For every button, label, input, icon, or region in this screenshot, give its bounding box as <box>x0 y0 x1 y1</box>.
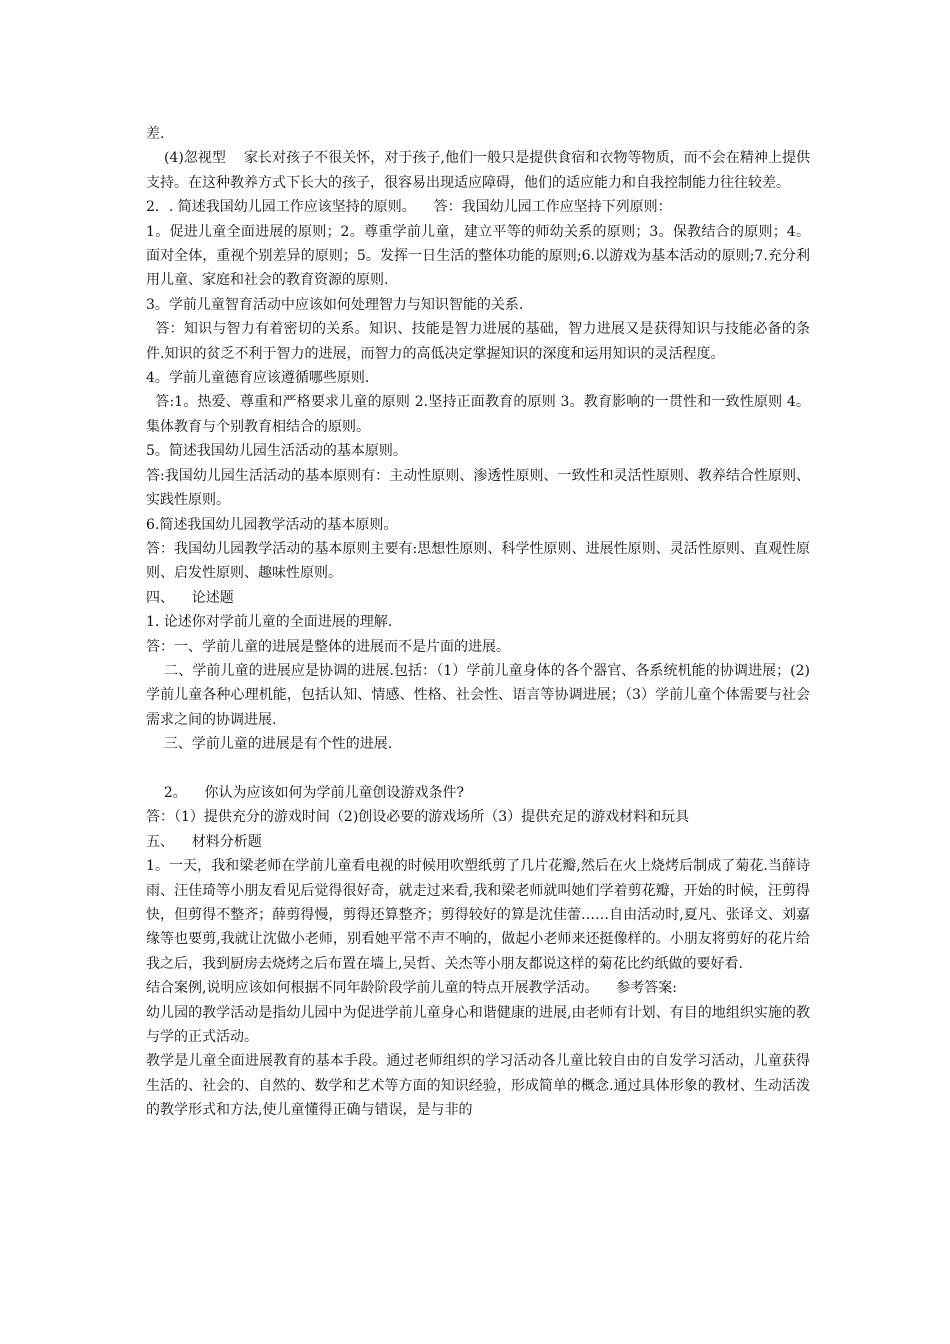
paragraph-25: 教学是儿童全面进展教育的基本手段。通过老师组织的学习活动各儿童比较自由的自发学习活动，儿童获得生活的、社会的、自然的、数学和艺术等方面的知识经验，形成简单的概念.通过具体形象的教材、生动活泼的教学形式和方法,使儿童懂得正确与错误，是与非的 <box>146 1053 810 1119</box>
paragraph-19: 2。 你认为应该如何为学前儿童创设游戏条件? <box>146 784 465 801</box>
paragraph-22: 1。一天，我和梁老师在学前儿童看电视的时候用吹塑纸剪了几片花瓣,然后在火上烧烤后制成了菊花.当薛诗雨、汪佳琦等小朋友看见后觉得很好奇，就走过来看,我和梁老师就叫她们学着剪花瓣，开始的时候，汪剪得快，但剪得不整齐；薛剪得慢，剪得还算整齐；剪得较好的算是沈佳蕾……自由活动时,夏凡、张译文、刘嘉缘等也要剪,我就让沈做小老师，别看她平常不声不响的，做起小老师来还挺像样的。小朋友将剪好的花片给我之后，我到厨房去烧烤之后布置在墙上,吴哲、关杰等小朋友都说这样的菊花比约纸做的要好看. <box>146 858 810 972</box>
paragraph-7: 4。学前儿童德育应该遵循哪些原则. <box>146 370 370 387</box>
paragraph-14: 1. 论述你对学前儿童的全面进展的理解. <box>146 614 393 631</box>
section-heading-5: 五、 材料分析题 <box>146 833 262 850</box>
paragraph-2: (4)忽视型 家长对孩子不很关怀，对于孩子,他们一般只是提供食宿和衣物等物质，而不会在精神上提供支持。在这种教养方式下长大的孩子，很容易出现适应障碍，他们的适应能力和自我控制能力往往较差。 <box>146 150 810 191</box>
paragraph-15: 答：一、学前儿童的进展是整体的进展而不是片面的进展。 <box>146 638 510 655</box>
paragraph-23: 结合案例,说明应该如何根据不同年龄阶段学前儿童的特点开展教学活动。 参考答案: <box>146 980 677 997</box>
paragraph-1: 差. <box>146 126 165 142</box>
paragraph-11: 6.简述我国幼儿园教学活动的基本原则。 <box>146 516 398 533</box>
paragraph-16: 二、学前儿童的进展应是协调的进展.包括：（1）学前儿童身体的各个器官、各系统机能的协调进展；(2)学前儿童各种心理机能，包括认知、情感、性格、社会性、语言等协调进展；（3）学前儿童个体需要与社会需求之间的协调进展. <box>146 662 810 728</box>
paragraph-17: 三、学前儿童的进展是有个性的进展. <box>146 736 393 753</box>
section-heading-4: 四、 论述题 <box>146 589 234 606</box>
blank-line <box>146 757 810 781</box>
paragraph-6: 答：知识与智力有着密切的关系。知识、技能是智力进展的基础，智力进展又是获得知识与技能必备的条件.知识的贫乏不利于智力的进展，而智力的高低决定掌握知识的深度和运用知识的灵活程度。 <box>146 321 810 362</box>
paragraph-8: 答:1。热爱、尊重和严格要求儿童的原则 2.坚持正面教育的原则 3。教育影响的一贯性和一致性原则 4。集体教育与个别教育相结合的原则。 <box>146 394 810 435</box>
paragraph-10: 答:我国幼儿园生活活动的基本原则有：主动性原则、渗透性原则、一致性和灵活性原则、教养结合性原则、实践性原则。 <box>146 467 810 509</box>
paragraph-3: 2．. 简述我国幼儿园工作应该坚持的原则。 答：我国幼儿园工作应坚持下列原则： <box>146 199 672 216</box>
paragraph-24: 幼儿园的教学活动是指幼儿园中为促进学前儿童身心和谐健康的进展,由老师有计划、有目的地组织实施的教与学的正式活动。 <box>146 1004 810 1046</box>
paragraph-12: 答：我国幼儿园教学活动的基本原则主要有:思想性原则、科学性原则、进展性原则、灵活性原则、直观性原则、启发性原则、趣味性原则。 <box>146 540 810 582</box>
document-page <box>146 122 810 1123</box>
paragraph-5: 3。学前儿童智育活动中应该如何处理智力与知识智能的关系. <box>146 296 524 313</box>
paragraph-9: 5。简述我国幼儿园生活活动的基本原则。 <box>146 443 407 460</box>
paragraph-4: 1。促进儿童全面进展的原则；2。尊重学前儿童，建立平等的师幼关系的原则；3。保教结合的原则；4。面对全体，重视个别差异的原则；5。发挥一日生活的整体功能的原则;6.以游戏为基本活动的原则;7.充分利用儿童、家庭和社会的教育资源的原则. <box>146 223 810 289</box>
paragraph-20: 答：（1）提供充分的游戏时间（2)创设必要的游戏场所（3）提供充足的游戏材料和玩具 <box>146 809 690 826</box>
